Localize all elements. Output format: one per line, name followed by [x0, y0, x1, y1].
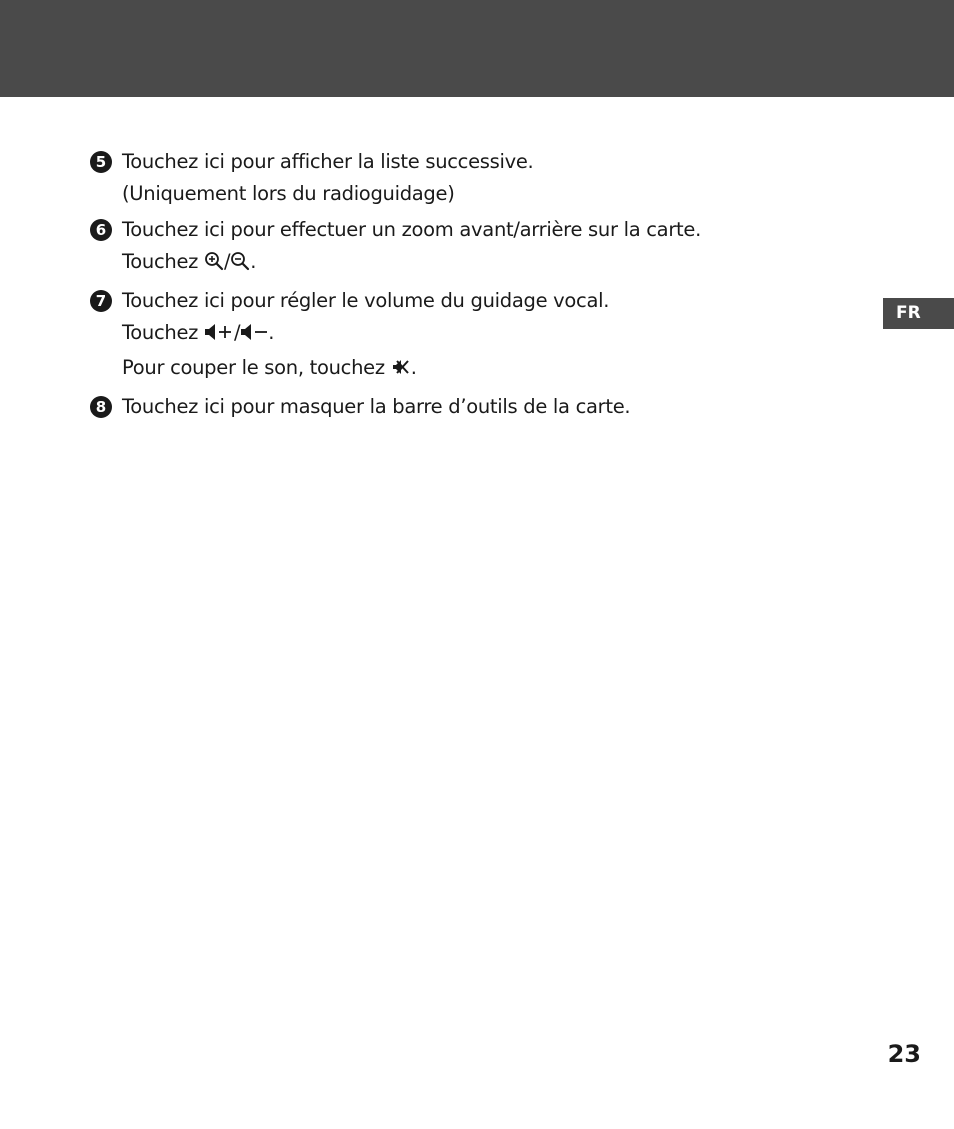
- item-6-text: Touchez ici pour effectuer un zoom avant/arrière sur la carte.: [122, 218, 701, 241]
- volume-up-icon: [204, 320, 234, 352]
- language-tab: FR: [883, 298, 954, 329]
- list-item-5: [90, 146, 810, 210]
- item-7-detail-suffix: .: [268, 321, 275, 344]
- step-number-7: 7: [90, 290, 112, 312]
- item-5-text: Touchez ici pour afficher la liste successive.: [122, 150, 534, 173]
- mute-icon: [391, 355, 411, 387]
- volume-down-icon: [240, 320, 268, 352]
- list-item-8: [90, 391, 810, 423]
- zoom-in-icon: [204, 249, 224, 281]
- item-6-detail-prefix: Touchez: [122, 250, 204, 273]
- item-7-mute-suffix: .: [410, 356, 417, 379]
- item-6-detail-suffix: .: [250, 250, 257, 273]
- list-item-6: [90, 214, 810, 281]
- step-number-5: 5: [90, 151, 112, 173]
- item-6-detail-sep: /: [224, 250, 231, 273]
- item-7-detail: [122, 317, 810, 352]
- item-5-note: (Uniquement lors du radioguidage): [122, 182, 455, 205]
- item-7-detail-sep: /: [234, 321, 241, 344]
- header-band: [0, 0, 954, 97]
- zoom-out-icon: [230, 249, 250, 281]
- item-7-mute-prefix: Pour couper le son, touchez: [122, 356, 391, 379]
- item-7-mute-line: [122, 352, 810, 387]
- item-6-detail: [122, 246, 810, 281]
- item-7-detail-prefix: Touchez: [122, 321, 204, 344]
- step-number-8: 8: [90, 396, 112, 418]
- step-number-6: 6: [90, 219, 112, 241]
- list-item-7: [90, 285, 810, 387]
- page-number: 23: [887, 1040, 921, 1068]
- item-8-text: Touchez ici pour masquer la barre d’outils de la carte.: [122, 395, 631, 418]
- instruction-list: [90, 146, 810, 427]
- item-7-text: Touchez ici pour régler le volume du guidage vocal.: [122, 289, 610, 312]
